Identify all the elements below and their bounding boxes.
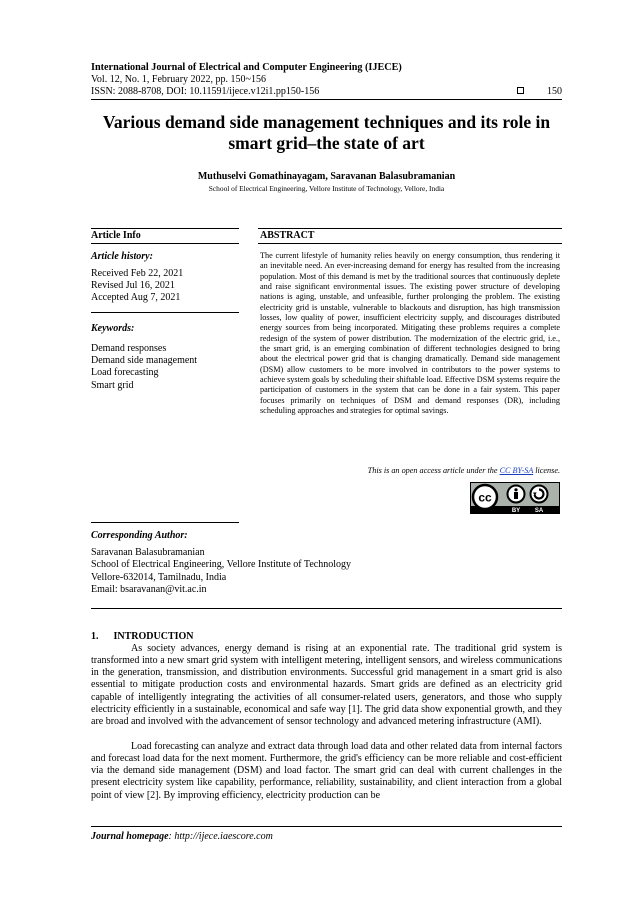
abstract-heading: ABSTRACT xyxy=(260,230,315,241)
article-info-top-rule xyxy=(91,228,239,229)
journal-volume: Vol. 12, No. 1, February 2022, pp. 150~156 xyxy=(91,74,266,85)
corresponding-name: Saravanan Balasubramanian xyxy=(91,547,205,558)
history-revised: Revised Jul 16, 2021 xyxy=(91,280,175,292)
keyword-item: Demand side management xyxy=(91,355,198,367)
header-rule xyxy=(91,99,562,100)
article-info-heading: Article Info xyxy=(91,230,141,241)
corresponding-school: School of Electrical Engineering, Vellore Institute of Technology xyxy=(91,559,351,571)
cc-label-by: BY xyxy=(511,508,521,514)
keyword-item: Smart grid xyxy=(91,379,134,391)
open-access-suffix: license. xyxy=(533,466,560,475)
keyword-item: Load forecasting xyxy=(91,367,159,379)
article-history-list xyxy=(91,268,183,305)
authors: Muthuselvi Gomathinayagam, Saravanan Balasubramanian xyxy=(197,171,456,182)
corresponding-address: Vellore-632014, Tamilnadu, India xyxy=(91,571,227,583)
introduction-heading xyxy=(91,631,194,642)
intro-paragraph-1: As society advances, energy demand is rising at an exponential rate. The traditional grid system is transformed into a new smart grid system with intelligent metering, intelligent sensors, and wireless communications in the generation, transmission, and distribution environments. Successful grid management in a smart grid is also essential to mitigate production costs and environmental hazards. Smart grids are defined as an electricity grid capable of intelligently integrating the activities of all consumer-related users, generators, and those who supply electricity efficiently in a sustainable, economical and safe way [1]. The grid data show exponential growth, and they are broad and involved with the advancement of sensor technology and advanced metering infrastructure (AMI). xyxy=(91,643,562,727)
footer-rule xyxy=(91,826,562,827)
open-access-note xyxy=(260,466,560,475)
homepage-label: Journal homepage xyxy=(91,831,169,842)
affiliation: School of Electrical Engineering, Vellore Institute of Technology, Vellore, India xyxy=(208,184,445,193)
corresponding-details xyxy=(91,547,351,597)
keywords-list xyxy=(91,343,197,392)
corresponding-top-rule xyxy=(91,522,239,523)
article-history-heading: Article history: xyxy=(91,251,153,262)
journal-homepage xyxy=(91,831,273,842)
journal-name: International Journal of Electrical and Computer Engineering (IJECE) xyxy=(91,62,402,73)
intro-paragraph-2: Load forecasting can analyze and extract data through load data and other related data from internal factors and forecast load data for the next moment. Furthermore, the grid's efficiency can be more reliable and cost-efficient via the demand side management (DSM) and load factor. The smart grid can deal with current challenges in the present electricity system like capability, performance, reliability, sustainability, and client interaction from a global point of view [2]. By improving efficiency, electricity production can be xyxy=(91,741,562,801)
issn-doi: ISSN: 2088-8708, DOI: 10.11591/ijece.v12i1.pp150-156 xyxy=(91,86,320,97)
page-number: 150 xyxy=(547,86,562,97)
introduction-heading-text: 1. INTRODUCTION xyxy=(91,631,194,642)
cc-by-sa-link[interactable]: CC BY-SA xyxy=(499,466,534,475)
corresponding-heading: Corresponding Author: xyxy=(91,530,188,541)
cc-by-sa-license-icon[interactable] xyxy=(470,482,560,514)
keyword-item: Demand responses xyxy=(91,343,167,354)
history-received: Received Feb 22, 2021 xyxy=(91,268,184,279)
abstract-bottom-rule xyxy=(258,243,562,244)
history-accepted: Accepted Aug 7, 2021 xyxy=(91,292,181,304)
keywords-heading: Keywords: xyxy=(91,323,135,334)
homepage-url[interactable]: : http://ijece.iaescore.com xyxy=(168,831,273,842)
cc-label-sa: SA xyxy=(534,508,544,514)
svg-text:cc: cc xyxy=(478,490,492,505)
abstract-top-rule xyxy=(258,228,562,229)
article-info-bottom-rule xyxy=(91,243,239,244)
open-access-prefix: This is an open access article under the xyxy=(367,466,500,475)
history-keywords-rule xyxy=(91,312,239,313)
paper-title: Various demand side management techniques and its role in smart grid–the state of art xyxy=(102,112,551,153)
corresponding-bottom-rule xyxy=(91,608,562,609)
checkbox-square-icon xyxy=(517,87,524,94)
abstract-text: The current lifestyle of humanity relies heavily on energy consumption, thus rendering it an inevitable need. An ever-increasing demand for energy has resulted from the increasing population. Most of this demand is met by the traditional sources that continuously deplete and raise significant environmental issues. The existing power structure of developing nations is aging, unstable, and unfeasible, further prolonging the problem. The existing electricity grid is unstable, vulnerable to blackouts and disruption, has high transmission losses, low quality of power, insufficient electricity supply, and discourages distributed energy sources from being incorporated. Mitigating these problems requires a complete redesign of the system of power distribution. The modernization of the electric grid, i.e., the smart grid, is an emerging combination of different technologies designed to bring about the electrical power grid that is changing dramatically. Demand side management (DSM) allow customers to be more involved in contributors to the power systems to achieve system goals by scheduling their shiftable load. Effective DSM systems require the participation of customers in the system that can be done in a fair system. This paper focuses primarily on techniques of DSM and demand responses (DR), including scheduling approaches and strategies for optimal savings. xyxy=(260,251,560,416)
corresponding-email: Email: bsaravanan@vit.ac.in xyxy=(91,584,207,596)
